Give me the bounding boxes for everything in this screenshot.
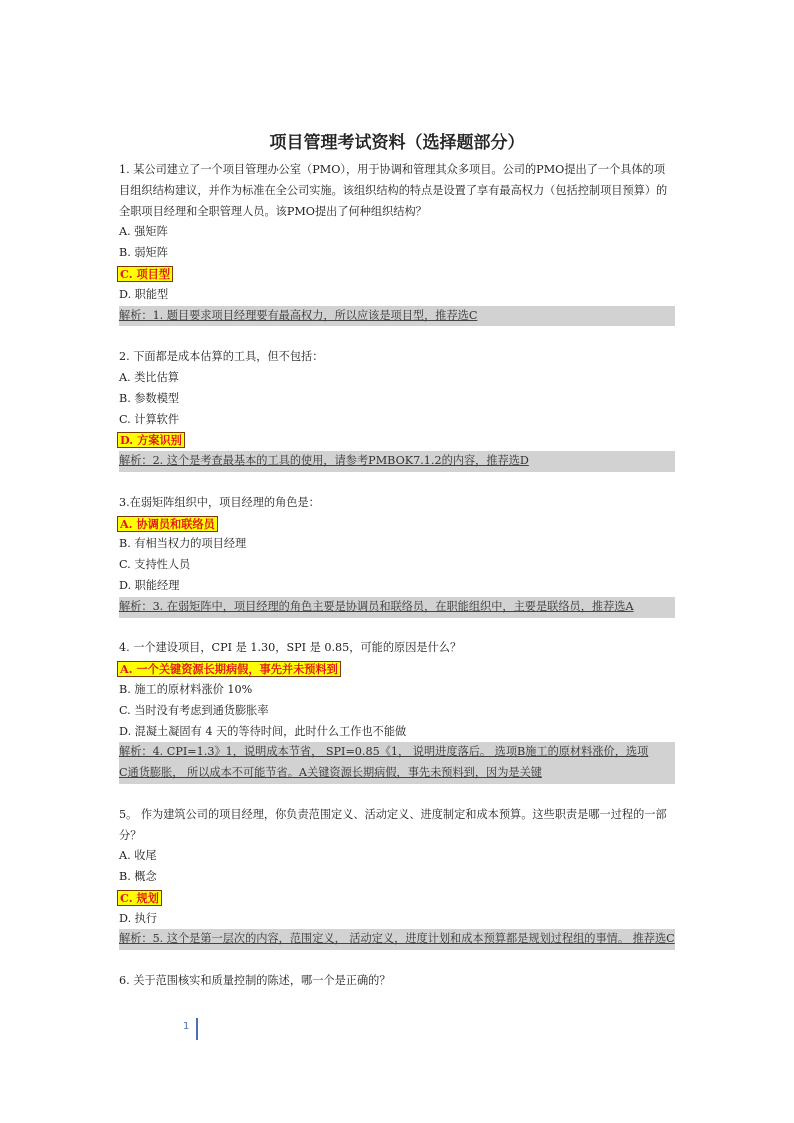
q2-option-c: C. 计算软件: [119, 412, 180, 426]
q1-option-b: B. 弱矩阵: [119, 246, 168, 260]
page-number: 1: [183, 1021, 190, 1032]
q4-analysis-line-1: 解析：4. CPI=1.3》1，说明成本节省， SPI=0.85《1， 说明进度落后。 选项B施工的原材料涨价，选项: [119, 742, 675, 763]
q4-option-a-answer: A. 一个关键资源长期病假，事先并未预料到: [120, 662, 338, 677]
q4-option-c: C. 当时没有考虑到通货膨胀率: [119, 703, 269, 717]
q5-option-d: D. 执行: [119, 911, 158, 925]
q1-analysis: 解析：1. 题目要求项目经理要有最高权力，所以应该是项目型，推荐选C: [119, 306, 675, 327]
q2-option-d-answer: D. 方案识别: [120, 433, 182, 448]
document-body: [119, 160, 675, 992]
q2-option-b: B. 参数模型: [119, 391, 180, 405]
q5-option-b: B. 概念: [119, 870, 157, 884]
q5-option-a: A. 收尾: [119, 849, 157, 863]
question-4-stem: 4. 一个建设项目，CPI 是 1.30，SPI 是 0.85，可能的原因是什么？: [119, 641, 462, 655]
q2-analysis: 解析：2. 这个是考查最基本的工具的使用，请参考PMBOK7.1.2的内容，推荐选D: [119, 451, 675, 472]
q3-option-b: B. 有相当权力的项目经理: [119, 537, 247, 551]
question-5-stem: 5。 作为建筑公司的项目经理，你负责范围定义、活动定义、进度制定和成本预算。这些职责是哪一过程的一部分？: [119, 807, 667, 842]
q5-option-c-answer: C. 规划: [120, 890, 159, 905]
page-title: 项目管理考试资料（选择题部分）: [269, 133, 525, 153]
q5-analysis: 解析：5. 这个是第一层次的内容，范围定义， 活动定义，进度计划和成本预算都是规划过程组的事情。 推荐选C: [119, 929, 675, 950]
question-6-stem: 6. 关于范围核实和质量控制的陈述，哪一个是正确的？: [119, 974, 391, 988]
q4-option-d: D. 混凝土凝固有 4 天的等待时间，此时什么工作也不能做: [119, 724, 407, 738]
q1-option-a: A. 强矩阵: [119, 225, 168, 239]
question-1-stem: 1. 某公司建立了一个项目管理办公室（PMO），用于协调和管理其众多项目。公司的PMO提出了一个具体的项目组织结构建议，并作为标准在全公司实施。该组织结构的特点是设置了享有最高权力（包括控制项目预算）的全职项目经理和全职管理人员。该PMO提出了何种组织结构？: [119, 163, 668, 218]
q3-option-a-answer: A. 协调员和联络员: [120, 516, 215, 531]
q1-option-d: D. 职能型: [119, 287, 169, 301]
question-2-stem: 2. 下面都是成本估算的工具，但不包括：: [119, 350, 324, 364]
q3-option-d: D. 职能经理: [119, 578, 180, 592]
q3-analysis: 解析：3. 在弱矩阵中，项目经理的角色主要是协调员和联络员，在职能组织中，主要是联络员，推荐选A: [119, 597, 675, 618]
page-number-bar: [196, 1018, 198, 1040]
q3-option-c: C. 支持性人员: [119, 558, 191, 572]
q2-option-a: A. 类比估算: [119, 370, 179, 384]
q1-option-c-answer: C. 项目型: [120, 266, 171, 281]
question-3-stem: 3.在弱矩阵组织中，项目经理的角色是：: [119, 495, 320, 509]
q4-analysis-line-2: C通货膨胀， 所以成本不可能节省。A关键资源长期病假，事先未预料到，因为是关键: [119, 763, 675, 784]
q4-option-b: B. 施工的原材料涨价 10%: [119, 682, 253, 696]
